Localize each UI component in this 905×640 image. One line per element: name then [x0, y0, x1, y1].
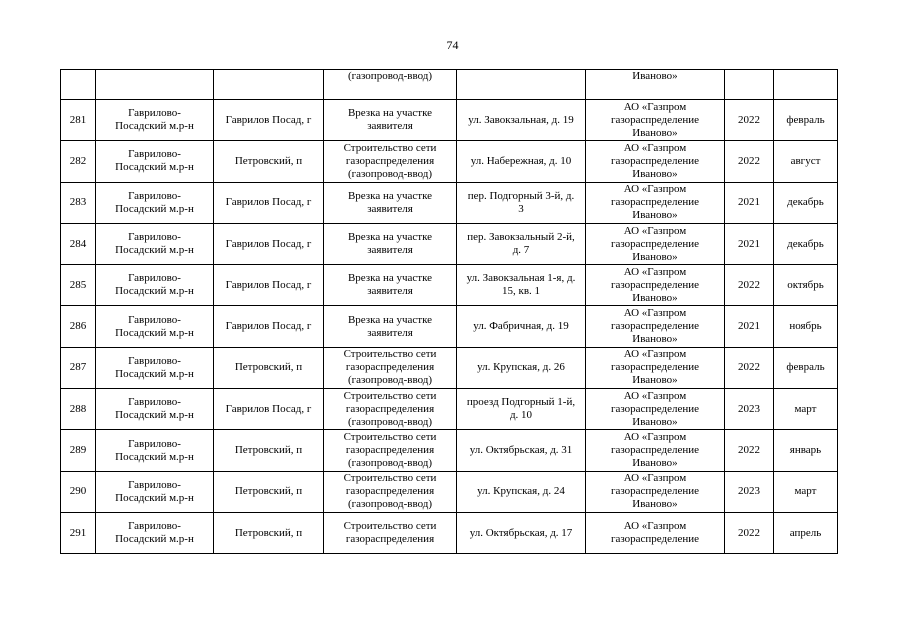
cell-year: 2022	[725, 100, 774, 141]
table-row	[61, 512, 838, 553]
cell-number: 285	[61, 265, 96, 306]
cell-work-type: (газопровод-ввод)	[324, 70, 457, 100]
table-body	[61, 70, 838, 554]
cell-organization: АО «Газпром газораспределение Иваново»	[586, 306, 725, 347]
cell-address	[457, 70, 586, 100]
cell-number: 286	[61, 306, 96, 347]
cell-district: Гаврилово- Посадский м.р-н	[96, 512, 214, 553]
cell-work-type: Врезка на участке заявителя	[324, 306, 457, 347]
cell-work-type: Врезка на участке заявителя	[324, 223, 457, 264]
cell-address: ул. Октябрьская, д. 31	[457, 430, 586, 471]
cell-month: апрель	[774, 512, 838, 553]
table-row	[61, 100, 838, 141]
cell-settlement: Петровский, п	[214, 430, 324, 471]
table-row	[61, 306, 838, 347]
cell-number: 281	[61, 100, 96, 141]
cell-month: февраль	[774, 100, 838, 141]
cell-work-type: Врезка на участке заявителя	[324, 182, 457, 223]
cell-district	[96, 70, 214, 100]
cell-month: ноябрь	[774, 306, 838, 347]
cell-organization: Иваново»	[586, 70, 725, 100]
cell-month	[774, 70, 838, 100]
cell-settlement: Гаврилов Посад, г	[214, 182, 324, 223]
cell-number: 282	[61, 141, 96, 182]
cell-address: проезд Подгорный 1-й, д. 10	[457, 389, 586, 430]
cell-district: Гаврилово- Посадский м.р-н	[96, 347, 214, 388]
cell-number: 289	[61, 430, 96, 471]
table-row	[61, 430, 838, 471]
cell-district: Гаврилово- Посадский м.р-н	[96, 141, 214, 182]
cell-organization: АО «Газпром газораспределение Иваново»	[586, 347, 725, 388]
cell-organization: АО «Газпром газораспределение	[586, 512, 725, 553]
table-row	[61, 265, 838, 306]
cell-work-type: Врезка на участке заявителя	[324, 265, 457, 306]
cell-work-type: Строительство сети газораспределения	[324, 512, 457, 553]
cell-year: 2022	[725, 347, 774, 388]
cell-organization: АО «Газпром газораспределение Иваново»	[586, 389, 725, 430]
cell-address: ул. Фабричная, д. 19	[457, 306, 586, 347]
cell-year: 2022	[725, 265, 774, 306]
cell-district: Гаврилово- Посадский м.р-н	[96, 100, 214, 141]
cell-year: 2021	[725, 223, 774, 264]
cell-organization: АО «Газпром газораспределение Иваново»	[586, 141, 725, 182]
cell-settlement: Гаврилов Посад, г	[214, 100, 324, 141]
cell-work-type: Строительство сети газораспределения (газопровод-ввод)	[324, 347, 457, 388]
cell-organization: АО «Газпром газораспределение Иваново»	[586, 100, 725, 141]
cell-month: октябрь	[774, 265, 838, 306]
cell-address: ул. Крупская, д. 26	[457, 347, 586, 388]
cell-year: 2022	[725, 512, 774, 553]
cell-number: 283	[61, 182, 96, 223]
cell-organization: АО «Газпром газораспределение Иваново»	[586, 471, 725, 512]
cell-settlement: Петровский, п	[214, 512, 324, 553]
cell-month: август	[774, 141, 838, 182]
cell-district: Гаврилово- Посадский м.р-н	[96, 182, 214, 223]
cell-month: март	[774, 471, 838, 512]
cell-year	[725, 70, 774, 100]
cell-number: 284	[61, 223, 96, 264]
cell-address: ул. Октябрьская, д. 17	[457, 512, 586, 553]
cell-work-type: Врезка на участке заявителя	[324, 100, 457, 141]
cell-year: 2023	[725, 471, 774, 512]
cell-year: 2022	[725, 430, 774, 471]
cell-district: Гаврилово- Посадский м.р-н	[96, 471, 214, 512]
cell-month: февраль	[774, 347, 838, 388]
cell-year: 2022	[725, 141, 774, 182]
cell-work-type: Строительство сети газораспределения (газопровод-ввод)	[324, 471, 457, 512]
table-row	[61, 471, 838, 512]
cell-month: декабрь	[774, 182, 838, 223]
cell-month: декабрь	[774, 223, 838, 264]
cell-settlement: Гаврилов Посад, г	[214, 265, 324, 306]
cell-number: 290	[61, 471, 96, 512]
cell-address: пер. Подгорный 3-й, д. 3	[457, 182, 586, 223]
cell-settlement: Петровский, п	[214, 141, 324, 182]
cell-address: ул. Завокзальная 1-я, д. 15, кв. 1	[457, 265, 586, 306]
table-row	[61, 182, 838, 223]
cell-number: 288	[61, 389, 96, 430]
cell-settlement: Гаврилов Посад, г	[214, 223, 324, 264]
cell-settlement: Петровский, п	[214, 347, 324, 388]
table-row	[61, 141, 838, 182]
cell-district: Гаврилово- Посадский м.р-н	[96, 389, 214, 430]
cell-work-type: Строительство сети газораспределения (газопровод-ввод)	[324, 430, 457, 471]
cell-district: Гаврилово- Посадский м.р-н	[96, 430, 214, 471]
cell-year: 2021	[725, 182, 774, 223]
cell-address: ул. Завокзальная, д. 19	[457, 100, 586, 141]
cell-number: 291	[61, 512, 96, 553]
cell-settlement: Гаврилов Посад, г	[214, 389, 324, 430]
table-row	[61, 223, 838, 264]
cell-month: март	[774, 389, 838, 430]
page-number: 74	[446, 38, 459, 52]
cell-address: ул. Набережная, д. 10	[457, 141, 586, 182]
cell-settlement: Петровский, п	[214, 471, 324, 512]
cell-number: 287	[61, 347, 96, 388]
cell-settlement: Гаврилов Посад, г	[214, 306, 324, 347]
cell-district: Гаврилово- Посадский м.р-н	[96, 223, 214, 264]
connection-plan-table	[60, 69, 838, 554]
cell-organization: АО «Газпром газораспределение Иваново»	[586, 182, 725, 223]
cell-settlement	[214, 70, 324, 100]
cell-number	[61, 70, 96, 100]
cell-organization: АО «Газпром газораспределение Иваново»	[586, 430, 725, 471]
cell-address: пер. Завокзальный 2-й, д. 7	[457, 223, 586, 264]
cell-district: Гаврилово- Посадский м.р-н	[96, 306, 214, 347]
table-row-continuation	[61, 70, 838, 100]
table-row	[61, 347, 838, 388]
cell-month: январь	[774, 430, 838, 471]
table-row	[61, 389, 838, 430]
cell-work-type: Строительство сети газораспределения (газопровод-ввод)	[324, 141, 457, 182]
cell-district: Гаврилово- Посадский м.р-н	[96, 265, 214, 306]
cell-address: ул. Крупская, д. 24	[457, 471, 586, 512]
cell-year: 2023	[725, 389, 774, 430]
cell-organization: АО «Газпром газораспределение Иваново»	[586, 265, 725, 306]
cell-year: 2021	[725, 306, 774, 347]
cell-work-type: Строительство сети газораспределения (газопровод-ввод)	[324, 389, 457, 430]
cell-organization: АО «Газпром газораспределение Иваново»	[586, 223, 725, 264]
